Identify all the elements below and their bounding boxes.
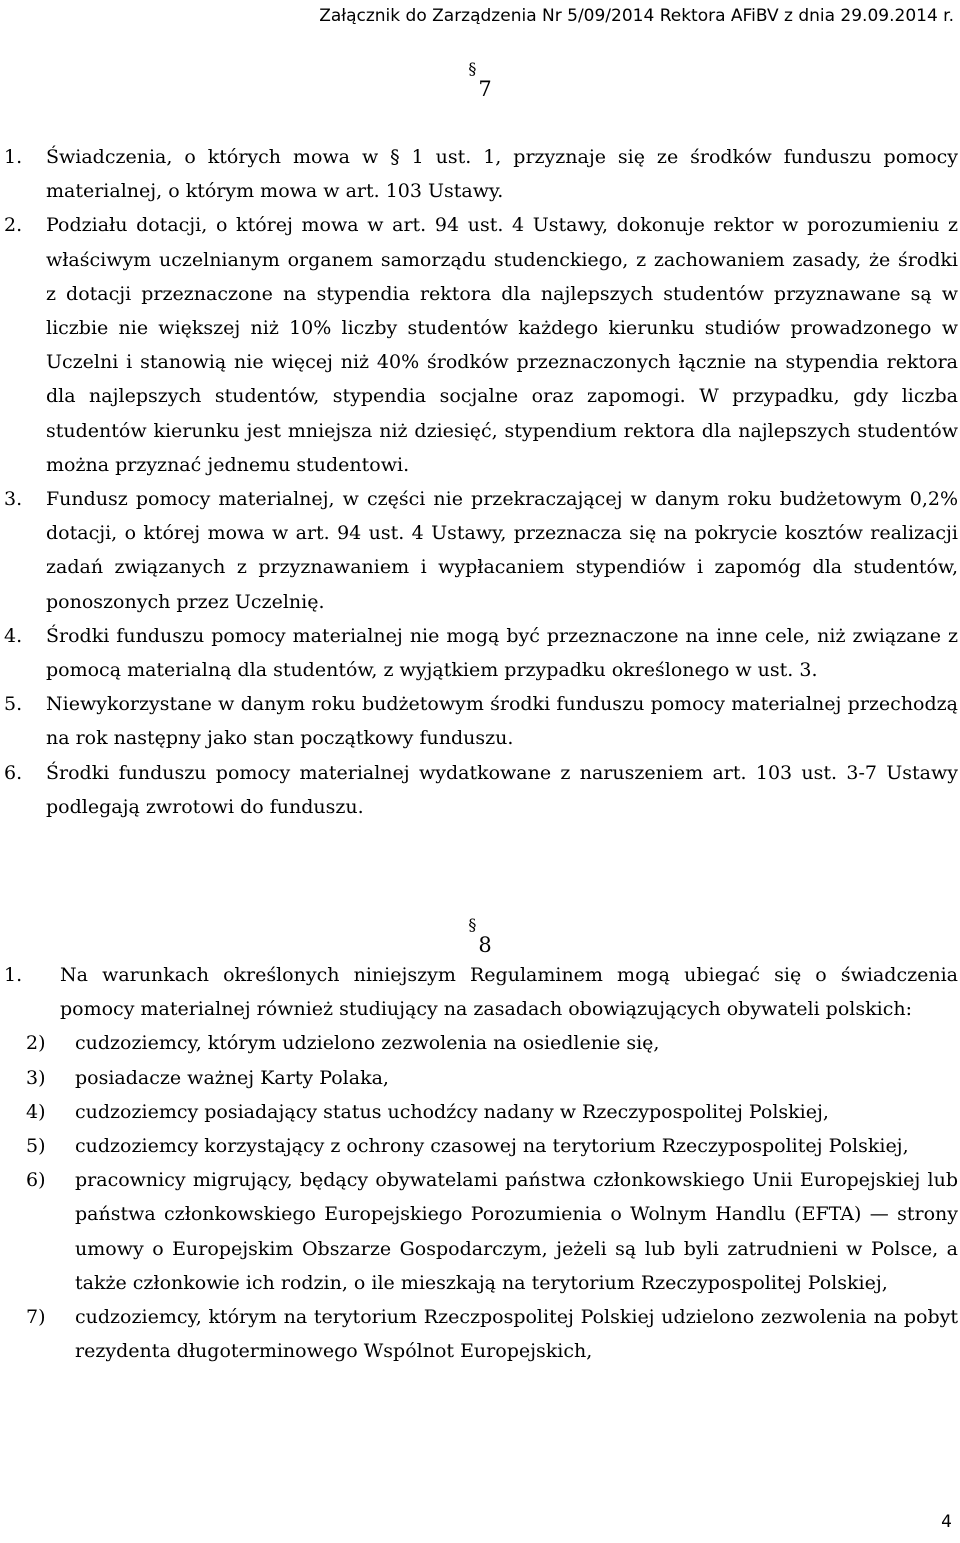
list-item [0, 687, 958, 755]
item-text: cudzoziemcy, którym na terytorium Rzeczpospolitej Polskiej udzielono zezwolenia na pobyt rezydenta długoterminowego Wspólnot Europejskich, [75, 1306, 958, 1363]
section-number: 7 [478, 77, 492, 101]
item-text: cudzoziemcy posiadający status uchodźcy nadany w Rzeczypospolitej Polskiej, [75, 1100, 829, 1123]
item-text: Środki funduszu pomocy materialnej wydatkowane z naruszeniem art. 103 ust. 3-7 Ustawy podlegają zwrotowi do funduszu. [46, 761, 958, 818]
item-number: 1. [4, 964, 23, 986]
item-number: 4) [26, 1100, 46, 1123]
section-8-heading [0, 915, 960, 960]
list-item [0, 1061, 958, 1095]
list-item [0, 1163, 958, 1300]
item-number: 5. [4, 693, 23, 716]
page-header: Załącznik do Zarządzenia Nr 5/09/2014 Rektora AFiBV z dnia 29.09.2014 r. [319, 6, 954, 26]
section-number: 8 [478, 933, 492, 957]
list-item [0, 140, 958, 208]
list-item [0, 1129, 958, 1163]
item-text: Niewykorzystane w danym roku budżetowym środki funduszu pomocy materialnej przechodzą na rok następny jako stan początkowy funduszu. [46, 693, 958, 750]
item-number: 4. [4, 624, 23, 647]
list-item [0, 756, 958, 824]
section-symbol: § [468, 915, 477, 934]
item-number: 5) [26, 1135, 46, 1158]
item-text: cudzoziemcy, którym udzielono zezwolenia na osiedlenie się, [75, 1032, 660, 1055]
section-7-list [0, 140, 958, 824]
list-item [0, 482, 958, 619]
item-number: 6. [4, 761, 23, 784]
list-item [0, 1300, 958, 1368]
item-number: 1. [4, 146, 23, 168]
item-text: Podziału dotacji, o której mowa w art. 94 ust. 4 Ustawy, dokonuje rektor w porozumieniu z właściwym uczelnianym organem samorządu studenckiego, z zachowaniem zasady, że środki z dotacji przeznaczone na stypendia rektora dla najlepszych studentów przyznawane są w liczbie nie większej niż 10% liczby studentów każdego kierunku studiów prowadzonego w Uczelni i stanowią nie więcej niż 40% środków przeznaczonych łącznie na stypendia rektora dla najlepszych studentów, stypendia socjalne oraz zapomogi. W przypadku, gdy liczba studentów kierunku jest mniejsza niż dziesięć, stypendium rektora dla najlepszych studentów można przyznać jednemu studentowi. [46, 214, 958, 476]
item-number: 2. [4, 214, 23, 237]
list-item [0, 619, 958, 687]
list-item-lead [0, 958, 958, 1026]
item-text: Środki funduszu pomocy materialnej nie mogą być przeznaczone na inne cele, niż związane z pomocą materialną dla studentów, z wyjątkiem przypadku określonego w ust. 3. [46, 624, 958, 682]
item-number: 6) [26, 1169, 46, 1192]
section-symbol: § [468, 59, 477, 78]
page-number: 4 [941, 1512, 952, 1532]
item-text: cudzoziemcy korzystający z ochrony czasowej na terytorium Rzeczypospolitej Polskiej, [75, 1135, 909, 1158]
item-number: 2) [26, 1032, 46, 1055]
item-number: 3. [4, 488, 23, 511]
section-8-list [0, 958, 958, 1368]
item-text: Na warunkach określonych niniejszym Regulaminem mogą ubiegać się o świadczenia pomocy materialnej również studiujący na zasadach obowiązujących obywateli polskich: [60, 964, 958, 1021]
item-number: 7) [26, 1306, 46, 1329]
list-item [0, 208, 958, 482]
item-text: posiadacze ważnej Karty Polaka, [75, 1066, 389, 1089]
item-text: Fundusz pomocy materialnej, w części nie przekraczającej w danym roku budżetowym 0,2% dotacji, o której mowa w art. 94 ust. 4 Ustawy, przeznacza się na pokrycie kosztów realizacji zadań związanych z przyznawaniem i wypłacaniem stypendiów i zapomóg dla studentów, ponoszonych przez Uczelnię. [46, 488, 958, 613]
section-7-heading [0, 59, 960, 104]
item-number: 3) [26, 1066, 46, 1089]
item-text: pracownicy migrujący, będący obywatelami państwa członkowskiego Unii Europejskiej lub państwa członkowskiego Europejskiego Porozumienia o Wolnym Handlu (EFTA) — strony umowy o Europejskim Obszarze Gospodarczym, jeżeli są lub byli zatrudnieni w Polsce, a także członkowie ich rodzin, o ile mieszkają na terytorium Rzeczypospolitej Polskiej, [75, 1169, 958, 1294]
list-item [0, 1095, 958, 1129]
item-text: Świadczenia, o których mowa w § 1 ust. 1, przyznaje się ze środków funduszu pomocy materialnej, o którym mowa w art. 103 Ustawy. [46, 146, 958, 203]
list-item [0, 1026, 958, 1060]
